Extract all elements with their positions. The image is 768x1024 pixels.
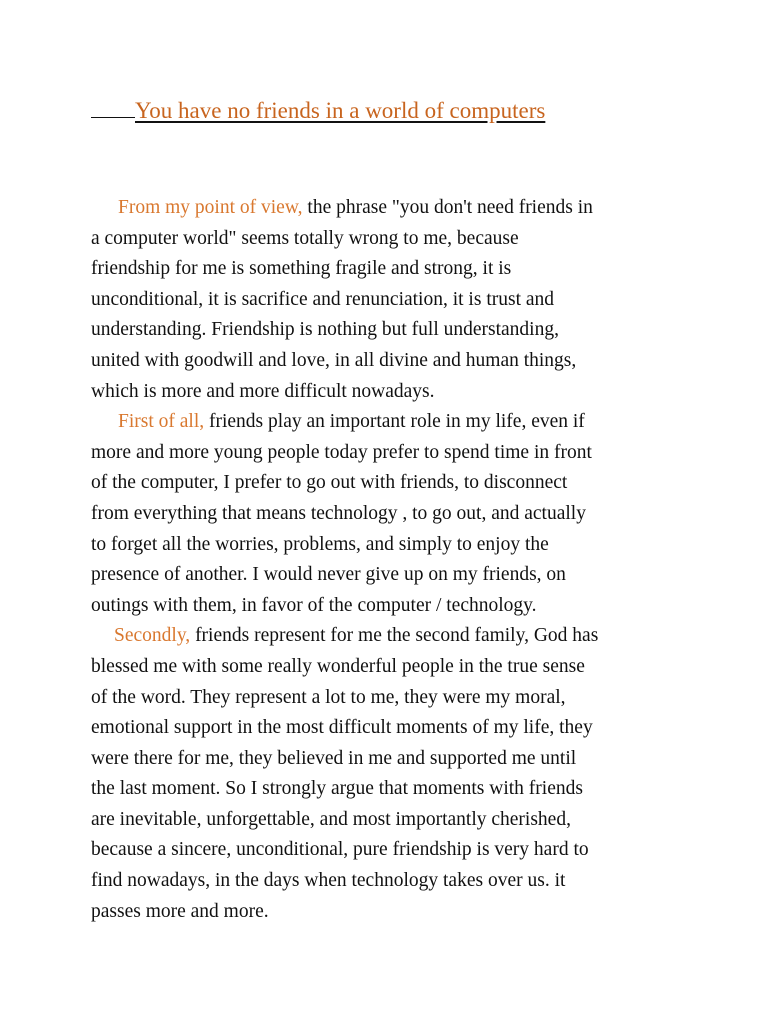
paragraph-line: of the computer, I prefer to go out with friends, to disconnect — [91, 472, 568, 494]
paragraph-line: presence of another. I would never give up on my friends, on — [91, 564, 566, 586]
paragraph-line: because a sincere, unconditional, pure friendship is very hard to — [91, 839, 589, 861]
paragraph-line: from everything that means technology , to go out, and actually — [91, 502, 586, 524]
paragraph-line — [91, 193, 691, 224]
paragraph-line: understanding. Friendship is nothing but full understanding, — [91, 319, 559, 341]
document-title — [91, 95, 545, 127]
paragraph-line: outings with them, in favor of the computer / technology. — [91, 594, 537, 616]
document-body — [91, 193, 691, 927]
paragraph-line: the last moment. So I strongly argue that moments with friends — [91, 778, 583, 800]
paragraph-line: find nowadays, in the days when technology takes over us. it — [91, 870, 566, 892]
paragraph-line: are inevitable, unforgettable, and most importantly cherished, — [91, 808, 571, 830]
paragraph-line: a computer world" seems totally wrong to me, because — [91, 227, 519, 249]
paragraph-lead: Secondly, — [114, 625, 191, 647]
paragraph-line: of the word. They represent a lot to me, they were my moral, — [91, 686, 566, 708]
paragraph-text: the phrase "you don't need friends in — [302, 197, 593, 218]
paragraph-line: were there for me, they believed in me and supported me until — [91, 747, 577, 769]
paragraph-line — [91, 621, 691, 652]
paragraph-line: friendship for me is something fragile and strong, it is — [91, 258, 512, 280]
paragraph-lead: First of all, — [118, 411, 205, 433]
paragraph-text: friends represent for me the second family, God has — [190, 625, 599, 647]
paragraph-line: which is more and more difficult nowadays. — [91, 380, 435, 402]
document-title-text: You have no friends in a world of computers — [135, 98, 546, 123]
paragraph-lead: From my point of view, — [118, 197, 303, 218]
paragraph-3 — [91, 621, 691, 927]
paragraph-line: more and more young people today prefer to spend time in front — [91, 441, 592, 463]
paragraph-line: to forget all the worries, problems, and simply to enjoy the — [91, 533, 549, 555]
paragraph-line: passes more and more. — [91, 900, 269, 922]
paragraph-2 — [91, 407, 691, 621]
paragraph-1 — [91, 193, 691, 407]
title-underline-leader — [91, 116, 135, 118]
paragraph-line: unconditional, it is sacrifice and renunciation, it is trust and — [91, 288, 555, 310]
paragraph-line: emotional support in the most difficult moments of my life, they — [91, 717, 593, 739]
paragraph-line — [91, 407, 691, 438]
paragraph-text: friends play an important role in my life, even if — [204, 411, 585, 433]
paragraph-line: blessed me with some really wonderful people in the true sense — [91, 655, 585, 677]
paragraph-line: united with goodwill and love, in all divine and human things, — [91, 349, 577, 371]
